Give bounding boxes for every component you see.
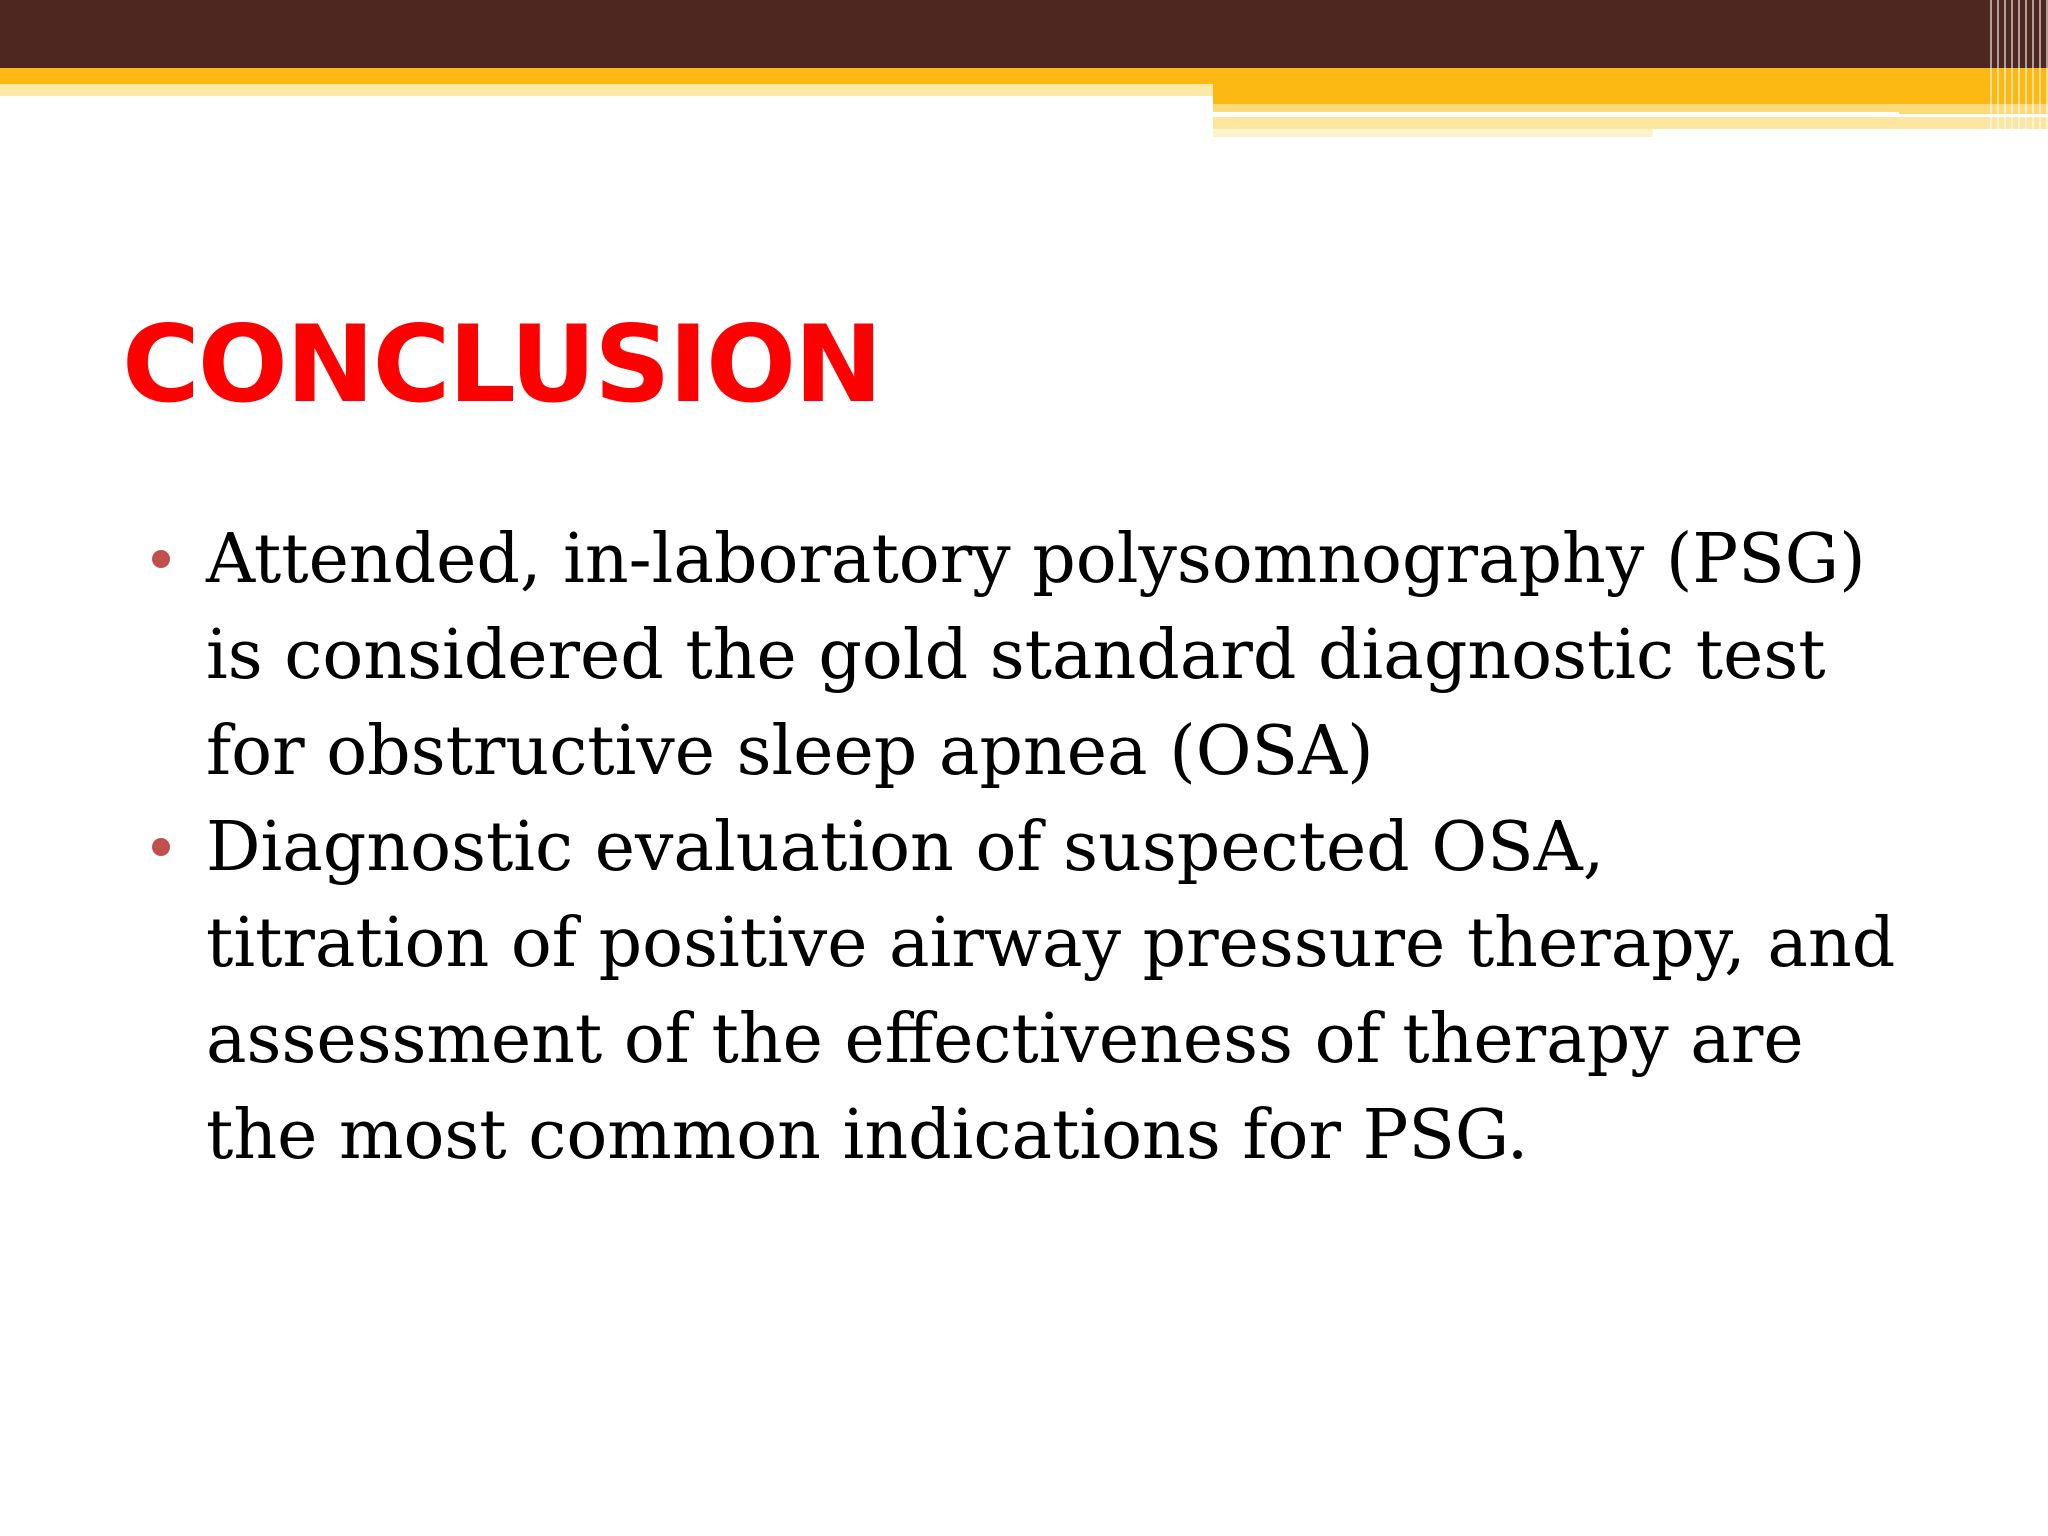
bullet-line: Diagnostic evaluation of suspected OSA, <box>206 808 1605 887</box>
header-gold-block <box>1213 84 2048 104</box>
header-gold-lower-stripe <box>1213 117 2048 129</box>
bullet-dot-icon <box>152 550 170 568</box>
bullet-line: for obstructive sleep apnea (OSA) <box>206 712 1374 791</box>
bullet-item <box>148 512 1998 800</box>
bullet-line: the most common indications for PSG. <box>206 1096 1529 1175</box>
bullet-list <box>148 512 1998 1184</box>
header-band <box>0 0 2048 68</box>
bullet-dot-icon <box>152 838 170 856</box>
slide-title: CONCLUSION <box>122 303 881 426</box>
bullet-line: assessment of the effectiveness of therapy are <box>206 1000 1804 1079</box>
bullet-item <box>148 800 1998 1184</box>
header-gold-stripe <box>0 68 2048 84</box>
bullet-line: titration of positive airway pressure therapy, and <box>206 904 1896 983</box>
header-edge-texture <box>1990 0 2048 140</box>
bullet-line: is considered the gold standard diagnostic test <box>206 616 1826 695</box>
header-pale-stripe <box>0 84 1215 96</box>
header-gold-short-stripe <box>1213 129 1653 137</box>
bullet-line: Attended, in-laboratory polysomnography (PSG) <box>206 520 1866 599</box>
